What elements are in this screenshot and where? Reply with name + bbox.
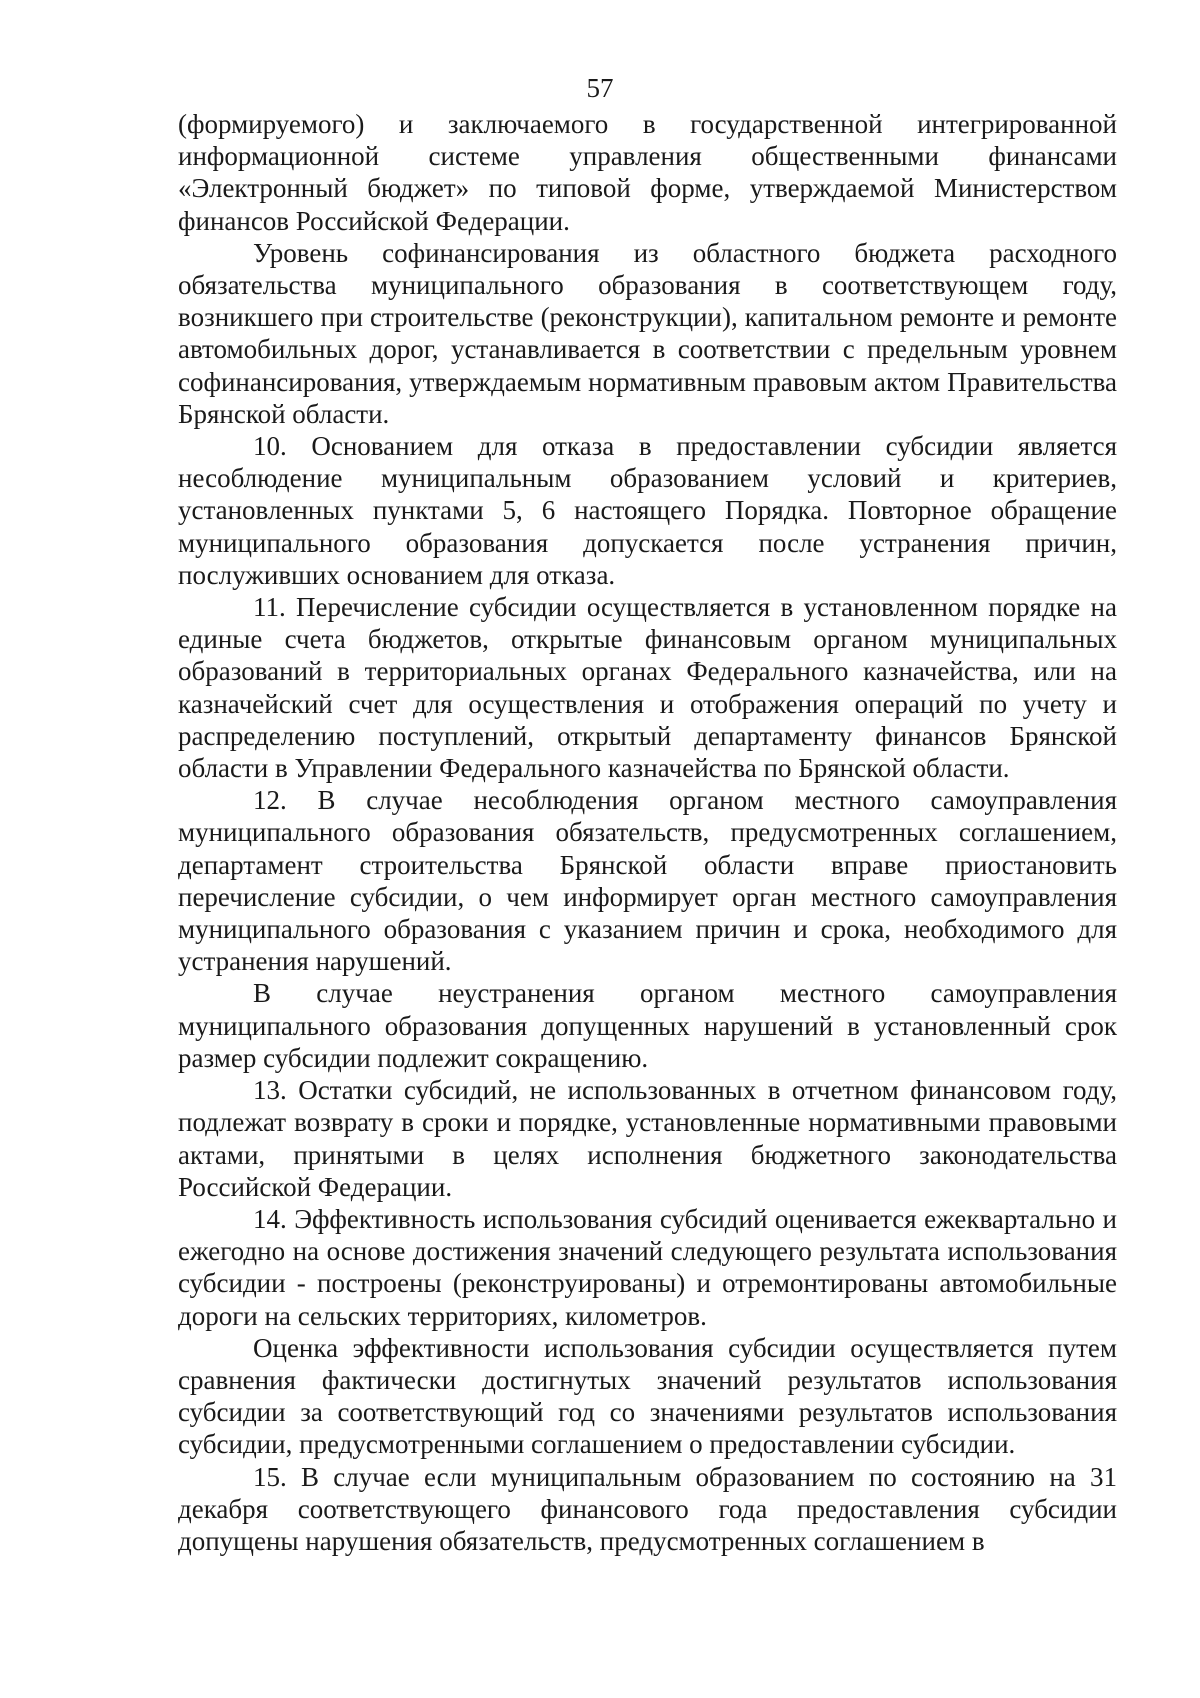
paragraph-9: Оценка эффективности использования субсидии осуществляется путем сравнения фактически достигнутых значений результатов использования субсидии за соответствующий год со значениями результатов использования субсидии, предусмотренными соглашением о предоставлении субсидии. [178, 1332, 1117, 1460]
paragraph-3: 10. Основанием для отказа в предоставлении субсидии является несоблюдение муниципальным образованием условий и критериев, установленных пунктами 5, 6 настоящего Порядка. Повторное обращение муниципального образования допускается после устранения причин, послуживших основанием для отказа. [178, 431, 1117, 590]
paragraph-7: 13. Остатки субсидий, не использованных в отчетном финансовом году, подлежат возврату в сроки и порядке, установленные нормативными правовыми актами, принятыми в целях исполнения бюджетного законодательства Российской Федерации. [178, 1075, 1117, 1202]
document-body [178, 108, 1117, 1557]
paragraph-10: 15. В случае если муниципальным образованием по состоянию на 31 декабря соответствующего финансового года предоставления субсидии допущены нарушения обязательств, предусмотренных соглашением в [178, 1461, 1117, 1556]
paragraph-2: Уровень софинансирования из областного бюджета расходного обязательства муниципального образования в соответствующем году, возникшего при строительстве (реконструкции), капитальном ремонте и ремонте автомобильных дорог, устанавливается в соответствии с предельным уровнем софинансирования, утверждаемым нормативным правовым актом Правительства Брянской области. [178, 237, 1117, 429]
paragraph-6: В случае неустранения органом местного самоуправления муниципального образования допущенных нарушений в установленный срок размер субсидии подлежит сокращению. [178, 978, 1117, 1073]
paragraph-1: (формируемого) и заключаемого в государственной интегрированной информационной системе управления общественными финансами «Электронный бюджет» по типовой форме, утверждаемой Министерством финансов Российской Федерации. [178, 109, 1117, 236]
paragraph-4: 11. Перечисление субсидии осуществляется в установленном порядке на единые счета бюджетов, открытые финансовым органом муниципальных образований в территориальных органах Федерального казначейства, или на казначейский счет для осуществления и отображения операций по учету и распределению поступлений, открытый департаменту финансов Брянской области в Управлении Федерального казначейства по Брянской области. [178, 592, 1117, 784]
page-number: 57 [586, 73, 614, 103]
paragraph-5: 12. В случае несоблюдения органом местного самоуправления муниципального образования обязательств, предусмотренных соглашением, департамент строительства Брянской области вправе приостановить перечисление субсидии, о чем информирует орган местного самоуправления муниципального образования с указанием причин и срока, необходимого для устранения нарушений. [178, 785, 1117, 977]
paragraph-8: 14. Эффективность использования субсидий оценивается ежеквартально и ежегодно на основе достижения значений следующего результата использования субсидии - построены (реконструированы) и отремонтированы автомобильные дороги на сельских территориях, километров. [178, 1203, 1117, 1331]
